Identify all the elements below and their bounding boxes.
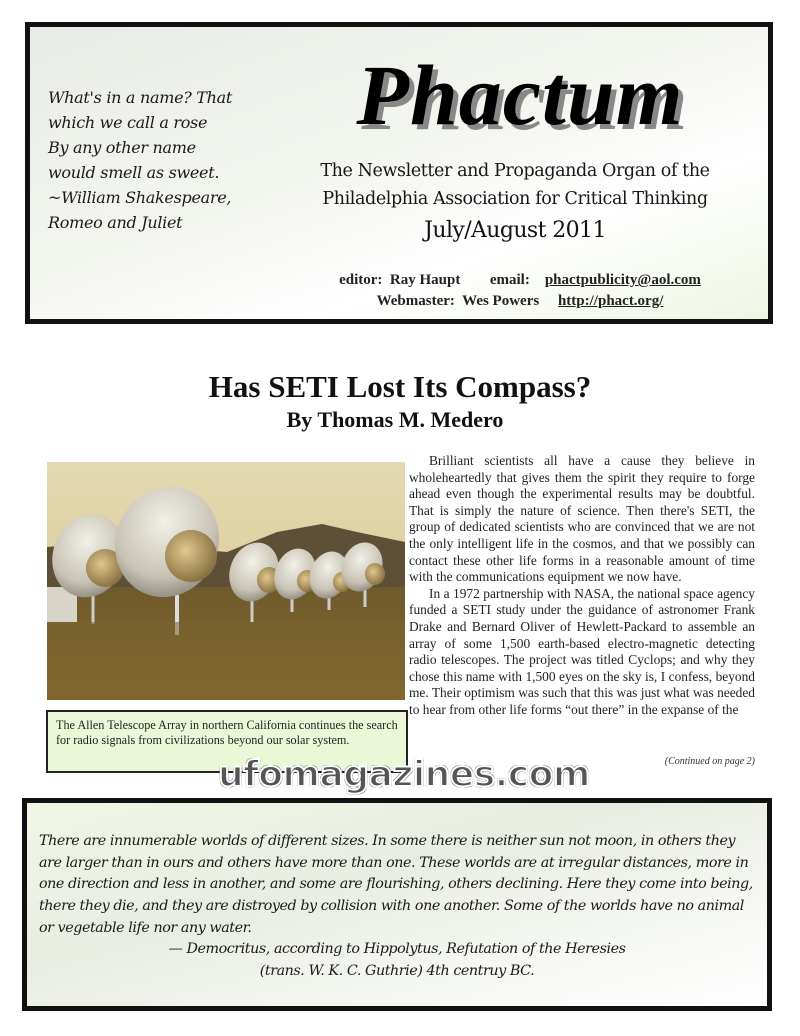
masthead-box: [25, 22, 773, 324]
shakespeare-quote: What's in a name? That which we call a rose By any other name would smell as sweet. ~William Shakespeare, Romeo and Juliet: [48, 88, 233, 232]
article-paragraph: Brilliant scientists all have a cause they believe in wholeheartedly that gives them the spirit they require to forge ahead even though the experimental results may be doubtful. That is simply the nature of science. Then there's SETI, the group of dedicated scientists who are convinced that we are not the only intelligent life in the cosmos, and that we possibly can contact these other life forms in a reasonable amount of time with the communications equipment we now have.: [409, 453, 755, 585]
subtitle-line-2: Philadelphia Association for Critical Thinking: [322, 189, 708, 209]
telescope-array-photo: [47, 462, 405, 700]
photo-foreground: [47, 622, 405, 700]
webmaster-name: Wes Powers: [462, 293, 540, 309]
democritus-quote: There are innumerable worlds of different sizes. In some there is neither sun not moon, in others they are larger than in ours and others have more than one. These worlds are at irregular distances, more in one direction and less in another, and some are flourishing, others declining. Here they come into being, there they die, and they are distroyed by collision with one another. Some of the worlds have no animal or vegetable life nor any water.: [39, 833, 753, 936]
quote-attribution: [27, 939, 767, 982]
contact-line-1: [270, 270, 770, 291]
contact-line-2: [270, 291, 770, 312]
issue-date: July/August 2011: [424, 218, 606, 243]
newsletter-title: Phactum: [356, 47, 684, 143]
watermark-text: ufomagazines.com: [218, 754, 590, 795]
telescope-photo-illustration: [47, 462, 405, 700]
contact-info: [270, 270, 770, 312]
subtitle-line-1: The Newsletter and Propaganda Organ of the: [320, 161, 710, 181]
editor-label: editor:: [339, 272, 383, 288]
attribution-line-2: (trans. W. K. C. Guthrie) 4th centruy BC.: [259, 962, 535, 979]
democritus-quote-box: [22, 798, 772, 1011]
continued-note: (Continued on page 2): [664, 756, 755, 767]
email-label: email:: [489, 272, 530, 288]
photo-caption: The Allen Telescope Array in northern California continues the search for radio signals from civilizations beyond our solar system.: [56, 718, 398, 747]
webmaster-label: Webmaster:: [376, 293, 455, 309]
email-link[interactable]: phactpublicity@aol.com: [544, 272, 701, 288]
website-link[interactable]: http://phact.org/: [557, 293, 664, 309]
newsletter-subtitle: [270, 157, 760, 213]
article-paragraph: In a 1972 partnership with NASA, the national space agency funded a SETI study under the guidance of astronomer Frank Drake and Bernard Oliver of Hewlett-Packard to assemble an array of some 1,500 earth-based electro-magnetic detecting radio telescopes. The project was titled Cyclops; and why they chose this name with 1,500 eyes on the sky is, I confess, beyond me. Their optimism was such that this was just what was needed to hear from other life forms “out there” in the expanse of the: [409, 585, 755, 717]
attribution-line-1: — Democritus, according to Hippolytus, Refutation of the Heresies: [168, 941, 626, 957]
article-headline: Has SETI Lost Its Compass?: [208, 369, 592, 404]
article-byline: By Thomas M. Medero: [286, 407, 504, 432]
article-body: [409, 453, 755, 719]
editor-name: Ray Haupt: [389, 272, 461, 288]
